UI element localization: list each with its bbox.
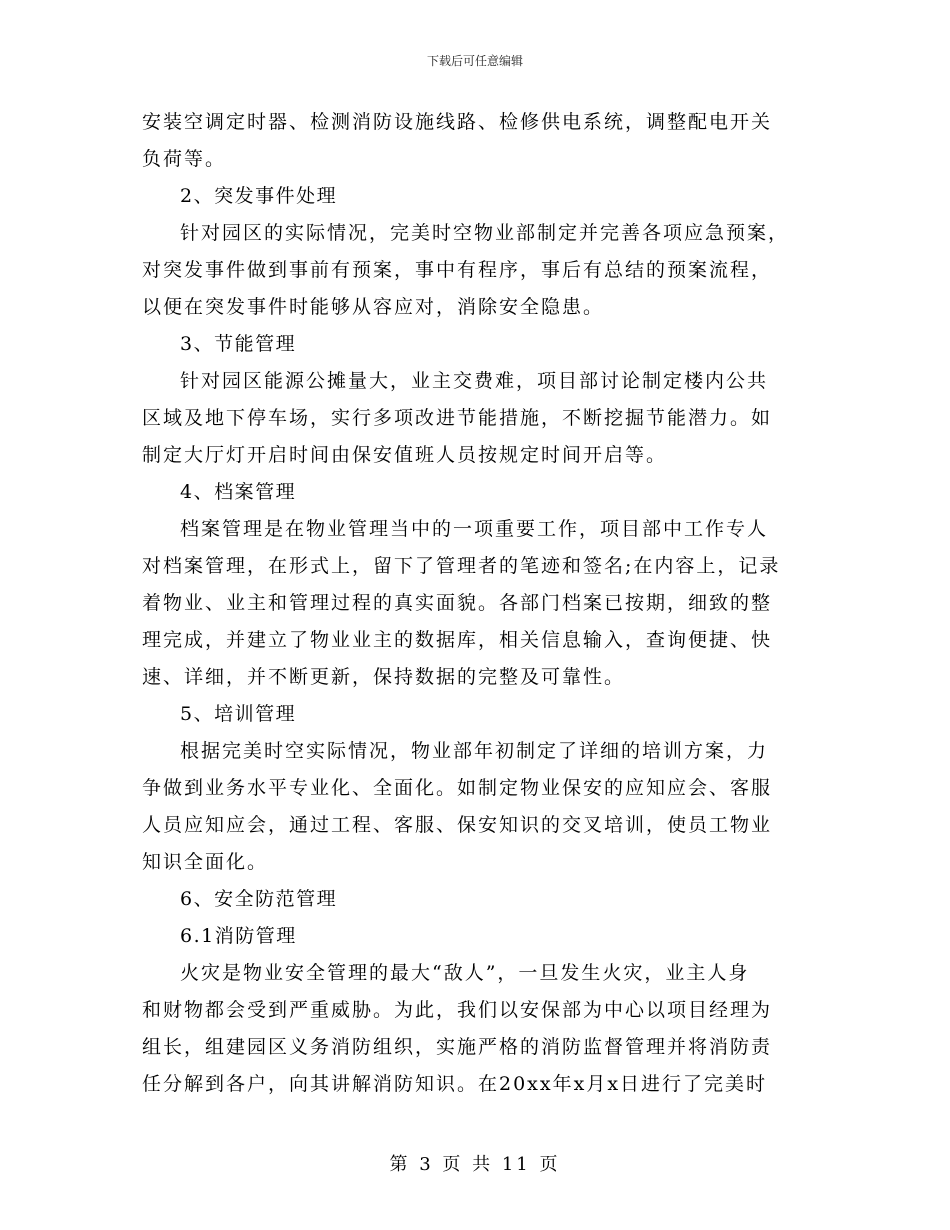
text-line: 着物业、业主和管理过程的真实面貌。各部门档案已按期，细致的整 (142, 592, 773, 614)
text-line: 制定大厅灯开启时间由保安值班人员按规定时间开启等。 (142, 444, 668, 466)
paragraph-training (142, 733, 808, 881)
text-line: 任分解到各户，向其讲解消防知识。在20xx年x月x日进行了完美时 (142, 1073, 768, 1095)
text-line: 人员应知应会，通过工程、客服、保安知识的交叉培训，使员工物业 (142, 814, 773, 836)
paragraph-energy (142, 363, 808, 474)
text-line: 和财物都会受到严重威胁。为此，我们以安保部为中心以项目经理为 (142, 999, 773, 1021)
subsection-heading-fire: 6.1消防管理 (180, 925, 297, 947)
text-line: 以便在突发事件时能够从容应对，消除安全隐患。 (142, 296, 605, 318)
text-line: 理完成，并建立了物业业主的数据库，相关信息输入，查询便捷、快 (142, 629, 773, 651)
text-line: 火灾是物业安全管理的最大“敌人”，一旦发生火灾，业主人身 (180, 962, 750, 984)
section-heading-archives: 4、档案管理 (180, 481, 297, 503)
text-line: 区域及地下停车场，实行多项改进节能措施，不断挖掘节能潜力。如 (142, 407, 773, 429)
text-line: 档案管理是在物业管理当中的一项重要工作，项目部中工作专人 (180, 518, 769, 540)
text-line: 针对园区能源公摊量大，业主交费难，项目部讨论制定楼内公共 (180, 370, 769, 392)
text-line: 根据完美时空实际情况，物业部年初制定了详细的培训方案，力 (180, 740, 769, 762)
section-heading-security: 6、安全防范管理 (180, 888, 338, 910)
section-heading-training: 5、培训管理 (180, 703, 297, 725)
section-heading-emergency: 2、突发事件处理 (180, 185, 338, 207)
paragraph-fire (142, 955, 808, 1103)
text-line: 安装空调定时器、检测消防设施线路、检修供电系统，调整配电开关 (142, 111, 773, 133)
text-line: 知识全面化。 (142, 851, 269, 873)
text-line: 速、详细，并不断更新，保持数据的完整及可靠性。 (142, 666, 626, 688)
text-line: 针对园区的实际情况，完美时空物业部制定并完善各项应急预案， (180, 222, 790, 244)
paragraph-continued (142, 104, 808, 178)
text-line: 对突发事件做到事前有预案，事中有程序，事后有总结的预案流程， (142, 259, 773, 281)
paragraph-archives (142, 511, 808, 696)
page-number-footer: 第 3 页 共 11 页 (389, 1154, 561, 1175)
document-body (142, 104, 808, 1103)
paragraph-emergency (142, 215, 808, 326)
section-heading-energy: 3、节能管理 (180, 333, 297, 355)
text-line: 组长，组建园区义务消防组织，实施严格的消防监督管理并将消防责 (142, 1036, 773, 1058)
text-line: 对档案管理，在形式上，留下了管理者的笔迹和签名;在内容上，记录 (142, 555, 781, 577)
text-line: 争做到业务水平专业化、全面化。如制定物业保安的应知应会、客服 (142, 777, 773, 799)
text-line: 负荷等。 (142, 148, 227, 170)
page-header: 下载后可任意编辑 (426, 54, 523, 68)
